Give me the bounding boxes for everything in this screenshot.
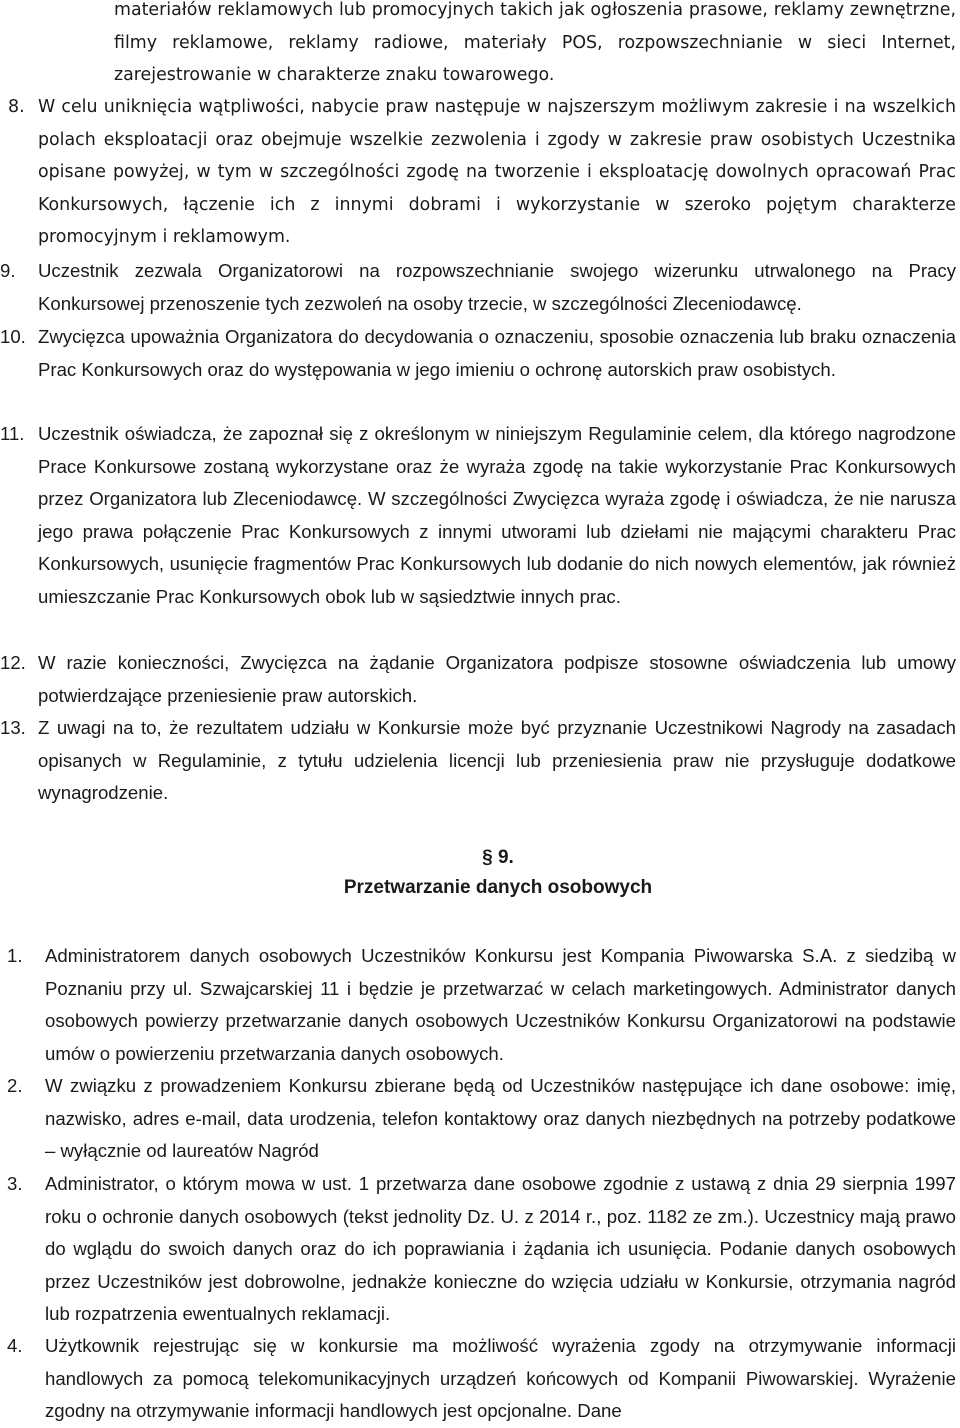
list-item-11 — [0, 418, 956, 614]
list-item-2 — [7, 1070, 956, 1168]
item-text: W razie konieczności, Zwycięzca na żądanie Organizatora podpisze stosowne oświadczenia lub umowy potwierdzające przeniesienie praw autorskich. — [38, 652, 956, 706]
item-number: 3. — [7, 1173, 23, 1194]
list-item-4 — [7, 1330, 956, 1428]
item-text: W celu uniknięcia wątpliwości, nabycie praw następuje w najszerszym możliwym zakresie i na wszelkich polach eksploatacji oraz obejmuje wszelkie zezwolenia i zgody w zakresie praw osobistych Uczestnika opisane powyżej, w tym w szczególności zgodę na tworzenie i eksploatację dowolnych opracowań Prac Konkursowych, łączenie ich z innymi dobrami i wykorzystanie w szeroko pojętym charakterze promocyjnym i reklamowym. — [38, 97, 956, 248]
list-item-8 — [8, 91, 956, 254]
item-text: Uczestnik zezwala Organizatorowi na rozpowszechnianie swojego wizerunku utrwalonego na Pracy Konkursowej przenoszenie tych zezwoleń na osoby trzecie, w szczególności Zleceniodawcę. — [38, 260, 956, 314]
item-number: 10. — [0, 326, 26, 347]
list-item-9 — [0, 255, 956, 320]
item-number: 13. — [0, 717, 26, 738]
section-title: Przetwarzanie danych osobowych — [343, 877, 653, 898]
item-number: 11. — [0, 423, 25, 444]
paragraph-continuation — [114, 0, 956, 92]
list-item-13 — [0, 712, 956, 810]
item-number: 12. — [0, 652, 26, 673]
item-text: Użytkownik rejestrując się w konkursie ma możliwość wyrażenia zgody na otrzymywanie informacji handlowych za pomocą telekomunikacyjnych urządzeń końcowych od Kompanii Piwowarskiej. Wyrażenie zgodny na otrzymywanie informacji handlowych jest opcjonalne. Dane — [45, 1335, 956, 1422]
item-text: Zwycięzca upoważnia Organizatora do decydowania o oznaczeniu, sposobie oznaczenia lub braku oznaczenia Prac Konkursowych oraz do występowania w jego imieniu o ochronę autorskich praw osobistych. — [38, 326, 956, 380]
list-item-1 — [7, 940, 956, 1070]
list-item-10 — [0, 321, 956, 386]
item-text: W związku z prowadzeniem Konkursu zbierane będą od Uczestników następujące ich dane osobowe: imię, nazwisko, adres e-mail, data urodzenia, telefon kontaktowy oraz danych niezbędnych na potrzeby podatkowe – wyłącznie od laureatów Nagród — [45, 1075, 956, 1162]
item-text: Uczestnik oświadcza, że zapoznał się z określonym w niniejszym Regulaminie celem, dla którego nagrodzone Prace Konkursowe zostaną wykorzystane oraz że wyraża zgodę na takie wykorzystanie Prac Konkursowych przez Organizatora lub Zleceniodawcę. W szczególności Zwycięzca wyraża zgodę i oświadcza, że nie narusza jego prawa połączenie Prac Konkursowych z innymi utworami lub dziełami nie mającymi charakteru Prac Konkursowych, usunięcie fragmentów Prac Konkursowych lub dodanie do nich nowych elementów, jak również umieszczanie Prac Konkursowych obok lub w sąsiedztwie innych prac. — [38, 423, 956, 607]
item-number: 1. — [7, 945, 23, 966]
item-number: 9. — [0, 260, 16, 281]
item-text: Z uwagi na to, że rezultatem udziału w Konkursie może być przyznanie Uczestnikowi Nagrody na zasadach opisanych w Regulaminie, z tytułu udzielenia licencji lub przeniesienia praw nie przysługuje dodatkowe wynagrodzenie. — [38, 717, 956, 804]
item-text: Administratorem danych osobowych Uczestników Konkursu jest Kompania Piwowarska S.A. z siedzibą w Poznaniu przy ul. Szwajcarskiej 11 i będzie je przetwarzać w celach marketingowych. Administrator danych osobowych powierzy przetwarzanie danych osobowych Uczestników Konkursu Organizatorowi na podstawie umów o powierzeniu przetwarzania danych osobowych. — [45, 945, 956, 1064]
paragraph-text: materiałów reklamowych lub promocyjnych takich jak ogłoszenia prasowe, reklamy zewnętrzne, filmy reklamowe, reklamy radiowe, materiały POS, rozpowszechnianie w sieci Internet, zarejestrowanie w charakterze znaku towarowego. — [114, 0, 956, 86]
item-text: Administrator, o którym mowa w ust. 1 przetwarza dane osobowe zgodnie z ustawą z dnia 29 sierpnia 1997 roku o ochronie danych osobowych (tekst jednolity Dz. U. z 2014 r., poz. 1182 ze zm.). Uczestnicy mają prawo do wglądu do swoich danych oraz do ich poprawiania i żądania ich usunięcia. Podanie danych osobowych przez Uczestników jest dobrowolne, jednakże konieczne do wzięcia udziału w Konkursie, otrzymania nagród lub rozpatrzenia ewentualnych reklamacji. — [45, 1173, 956, 1325]
section-number: § 9. — [482, 847, 514, 868]
item-number: 8. — [8, 97, 25, 117]
list-item-3 — [7, 1168, 956, 1331]
item-number: 4. — [7, 1335, 23, 1356]
item-number: 2. — [7, 1075, 23, 1096]
list-item-12 — [0, 647, 956, 712]
